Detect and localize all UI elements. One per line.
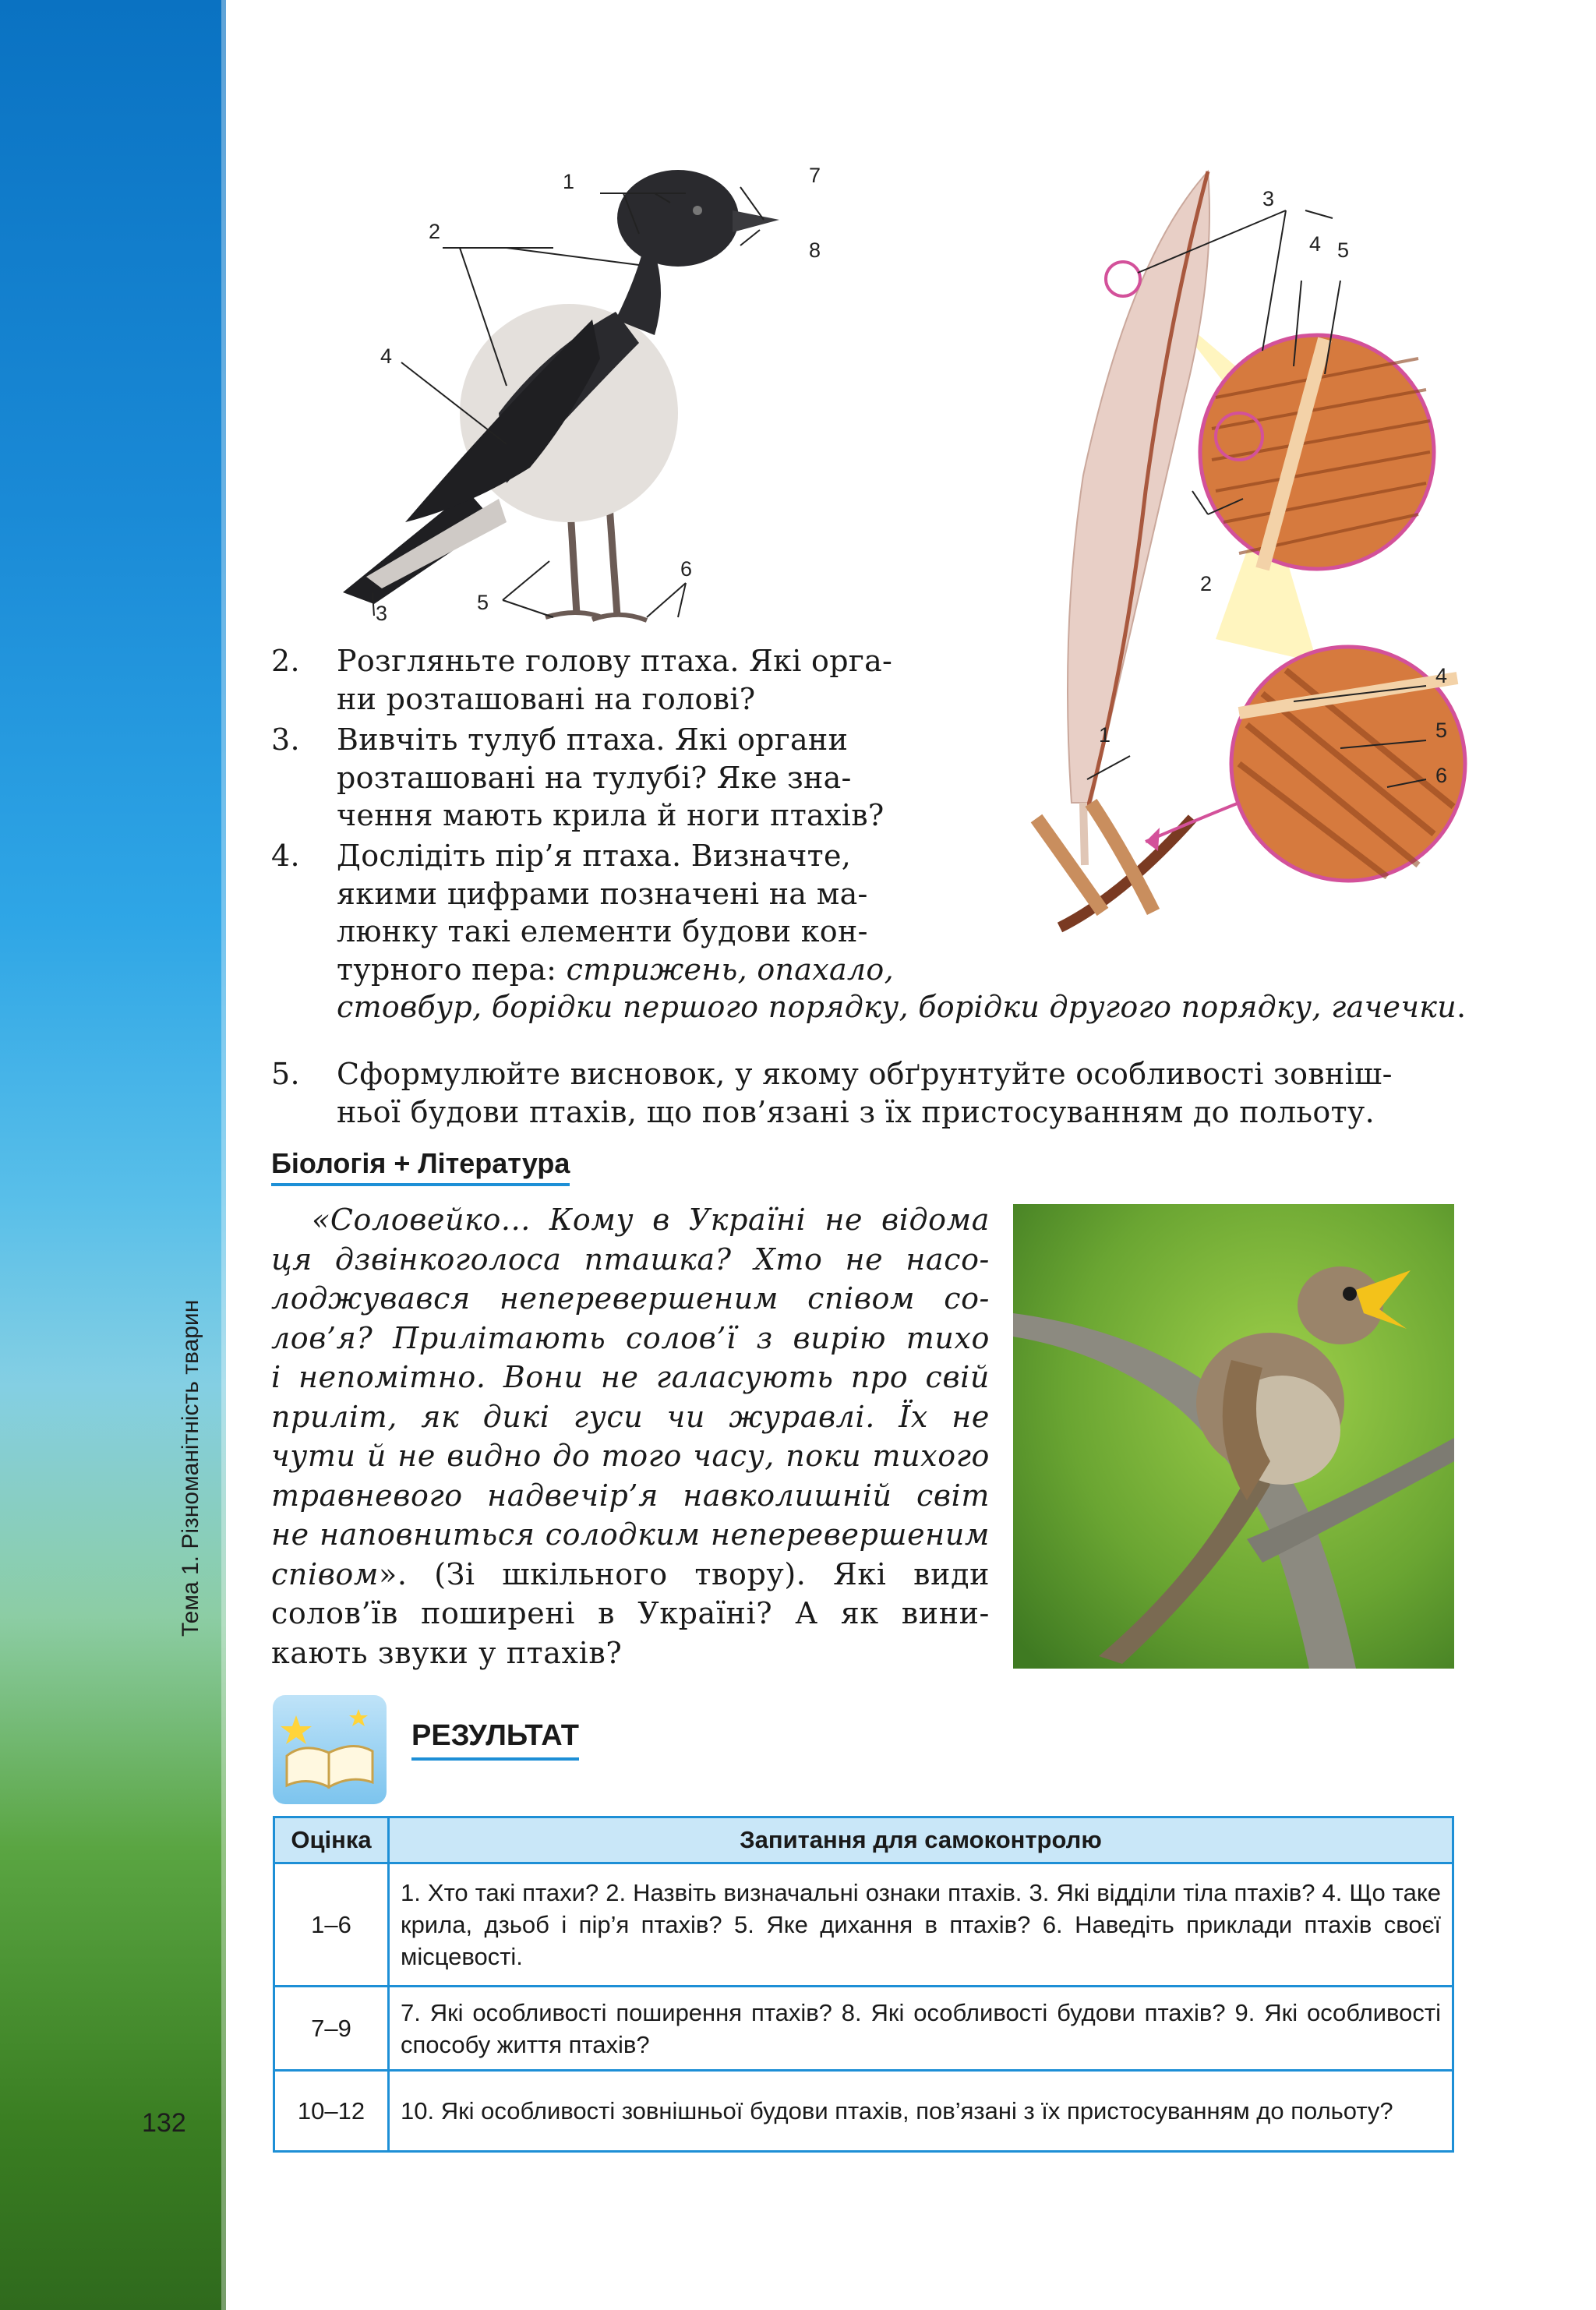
feather-label-4-bottom: 4: [1435, 664, 1448, 687]
grade-cell: 10–12: [274, 2071, 389, 2152]
section-title: Тема 1. Різноманітність тварин: [178, 1299, 203, 1637]
feather-label-5-top: 5: [1337, 238, 1350, 262]
quote-line: лов’я? Прилітають солов’ї з вирію тихо: [271, 1320, 990, 1355]
quote-italic-word: співом: [271, 1556, 380, 1591]
result-heading: РЕЗУЛЬТАТ: [411, 1719, 579, 1761]
feather-label-6: 6: [1435, 764, 1448, 787]
quote-line: «Соловейко... Кому в Україні не відома: [312, 1203, 990, 1237]
list-number: 2.: [271, 644, 300, 678]
grade-cell: 7–9: [274, 1987, 389, 2071]
quote-line: лоджувався неперевершеним співом со-: [271, 1281, 990, 1316]
feather-label-3: 3: [1262, 187, 1275, 210]
quote-source: ». (Зі шкільного твору). Які види: [379, 1556, 990, 1591]
side-strip: [0, 0, 226, 2310]
quote-line: травневого надвечір’я навколишній світ: [271, 1478, 990, 1513]
list-number: 4.: [271, 839, 300, 873]
header-grade: Оцінка: [274, 1817, 389, 1863]
quote-line-mixed: [271, 1555, 990, 1595]
questions-cell: 1. Хто такі птахи? 2. Назвіть визначальні ознаки птахів. 3. Які відділи тіла птахів? 4. Що таке крила, дзьоб і пір’я птахів? 5. Яке дихання в птахів? 6. Наведіть приклади птахів своєї місцевості.: [389, 1863, 1453, 1987]
feather-label-1: 1: [1099, 723, 1111, 747]
crow-illustration: [312, 156, 873, 639]
list-period: .: [1457, 990, 1467, 1024]
quote-line: чути й не видно до того часу, поки тихого: [271, 1439, 990, 1473]
feather-label-4-top: 4: [1309, 232, 1322, 256]
self-check-table: [273, 1816, 1454, 2153]
list-number: 5.: [271, 1057, 300, 1091]
table-header-row: [274, 1817, 1453, 1863]
result-icon: [273, 1695, 387, 1804]
list-text: Дослідіть пір’я птаха. Визначте, якими цифрами позначені на ма- люнку такі елементи будови кон- турного пера:: [337, 839, 868, 987]
list-number: 3.: [271, 722, 300, 757]
nightingale-photo: [1013, 1204, 1454, 1669]
open-book-icon: [273, 1695, 387, 1804]
crow-figure: [312, 156, 873, 639]
grade-cell: 1–6: [274, 1863, 389, 1987]
feather-label-2: 2: [1200, 572, 1213, 595]
crow-label-2: 2: [429, 220, 441, 243]
crow-label-4: 4: [380, 344, 393, 368]
list-text: Вивчіть тулуб птаха. Які органи розташовані на тулубі? Яке зна- чення мають крила й ноги птахів?: [337, 722, 885, 832]
quote-line: і непомітно. Вони не галасують про свій: [271, 1360, 990, 1394]
crow-label-6: 6: [680, 557, 693, 581]
crow-label-5: 5: [477, 591, 489, 614]
list-italic-terms-2: стовбур, борідки першого порядку, борідки другого порядку, гачечки: [337, 990, 1457, 1024]
crow-label-7: 7: [809, 164, 821, 187]
feather-illustration: [951, 164, 1481, 966]
table-row: [274, 2071, 1453, 2152]
quote-line: не наповниться солодким неперевершеним: [271, 1517, 990, 1552]
questions-cell: 7. Які особливості поширення птахів? 8. Які особливості будови птахів? 9. Які особливості способу життя птахів?: [389, 1987, 1453, 2071]
list-text: Сформулюйте висновок, у якому обґрунтуйте особливості зовніш- ньої будови птахів, що пов’язані з їх пристосуванням до польоту.: [337, 1057, 1393, 1129]
table-row: [274, 1987, 1453, 2071]
crow-label-1: 1: [563, 170, 575, 193]
questions-cell: 10. Які особливості зовнішньої будови птахів, пов’язані з їх пристосуванням до польоту?: [389, 2071, 1453, 2152]
list-text: Розгляньте голову птаха. Які орга- ни розташовані на голові?: [337, 644, 893, 716]
bio-lit-heading: Біологія + Література: [271, 1147, 570, 1186]
header-questions: Запитання для самоконтролю: [389, 1817, 1453, 1863]
question-line: солов’їв поширені в Україні? А як вини-: [271, 1596, 990, 1630]
crow-label-3: 3: [376, 602, 388, 625]
question-line: кають звуки у птахів?: [271, 1635, 623, 1670]
quote-line: ця дзвінкоголоса пташка? Хто не насо-: [271, 1242, 990, 1277]
feather-label-5-bottom: 5: [1435, 719, 1448, 742]
quote-line: приліт, як дикі гуси чи журавлі. Їх не: [271, 1399, 990, 1434]
nightingale-image: [1013, 1204, 1454, 1669]
feather-figure: [951, 164, 1481, 966]
table-row: [274, 1863, 1453, 1987]
crow-label-8: 8: [809, 238, 821, 262]
list-italic-terms: стрижень, опахало,: [566, 952, 894, 987]
quote-block: [271, 1200, 990, 1672]
page-number: 132: [142, 2108, 186, 2138]
